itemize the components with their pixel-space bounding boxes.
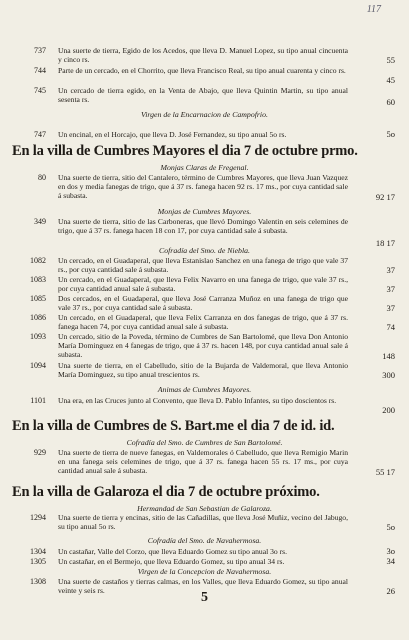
entry-amount: 200 — [382, 405, 395, 415]
entry-amount: 34 — [386, 556, 395, 566]
section-heading: En la villa de Galaroza el dia 7 de octubre próximo. — [12, 484, 320, 500]
entry-text: Dos cercados, en el Guadaperal, que lleva José Carranza Muñoz en una fanega de trigo que vale 37 rs., por cuya cantidad sale á subasta. — [58, 294, 348, 312]
entry-number: 1305 — [30, 557, 46, 566]
entry-number: 1294 — [30, 513, 46, 522]
entry-text: Un cercado, sitio de la Poveda, término de Cumbres de San Bartolomé, que lleva Don Antonio María Dominguez en 4 fanegas de trigo, que á 37 rs. hacen 148, por cuya cantidad anual sale á subasta. — [58, 332, 348, 359]
entry-text: Parte de un cercado, en el Chorrito, que lleva Francisco Real, su tipo anual cuarenta y cinco rs. — [58, 66, 346, 75]
section-subtitle: Monjas Claras de Fregenal. — [160, 163, 249, 172]
entry-number: 80 — [38, 173, 46, 182]
section-heading: En la villa de Cumbres Mayores el dia 7 de octubre prmo. — [12, 143, 358, 159]
entry-number: 1083 — [30, 275, 46, 284]
entry-text: Una suerte de castaños y tierras calmas, en los Valles, que lleva Eduardo Gomez, su tipo anual veinte y seis rs. — [58, 577, 348, 595]
entry-number: 1308 — [30, 577, 46, 586]
entry-amount: 5o — [386, 129, 395, 139]
entry-text: Un castañar, en el Bermejo, que lleva Eduardo Gomez, su tipo anual 34 rs. — [58, 557, 285, 566]
entry-number: 747 — [34, 130, 46, 139]
folio-number: 117 — [366, 4, 381, 15]
entry-amount: 60 — [386, 97, 395, 107]
entry-amount: 148 — [382, 351, 395, 361]
entry-number: 737 — [34, 46, 46, 55]
section-subtitle: Monjas de Cumbres Mayores. — [157, 207, 252, 216]
entry-text: Un cercado, en el Guadaperal, que lleva Estanislao Sanchez en una fanega de trigo que vale 37 rs., por cuya cantidad sale á subasta. — [58, 256, 348, 274]
entry-text: Una era, en las Cruces junto al Convento, que lleva D. Pablo Infantes, su tipo doscientos rs. — [58, 396, 337, 405]
section-subtitle: Hermandad de San Sebastian de Galaroza. — [137, 504, 272, 513]
entry-amount: 55 — [386, 55, 395, 65]
entry-amount: 45 — [386, 75, 395, 85]
entry-amount: 37 — [386, 265, 395, 275]
entry-amount: 92 17 — [375, 192, 395, 202]
entry-text: Un cercado de tierra egido, en la Venta de Abajo, que lleva Quintin Martin, su tipo anual sesenta rs. — [58, 86, 348, 104]
entry-number: 1086 — [30, 313, 46, 322]
entry-text: Una suerte de tierra, sitio de las Carboneras, que llevó Domingo Valentin en seis celemines de trigo, que á 37 rs. fanega hacen 18 con 17, por cuya cantidad sale á subasta. — [58, 217, 348, 235]
entry-amount: 5o — [386, 522, 395, 532]
entry-text: Una suerte de tierra, sitio del Cantalero, término de Cumbres Mayores, que lleva Juan Vazquez en dos y media fanegas de trigo, que á 37 rs. fanega hacen 92 rs. 17 ms., por cuya cantidad sale á subasta. — [58, 173, 348, 200]
entry-text: Una suerte de tierra y encinas, sitio de las Cañadillas, que lleva José Muñiz, vecino del Jabugo, su tipo anual 5o rs. — [58, 513, 348, 531]
section-subtitle: Cofradía del Smo. de Cumbres de San Bartolomé. — [126, 438, 283, 447]
section-subtitle: Cofradía del Smo. de Niebla. — [159, 246, 250, 255]
entry-number: 1085 — [30, 294, 46, 303]
entry-amount: 37 — [386, 284, 395, 294]
section-heading: En la villa de Cumbres de S. Bart.me el dia 7 de id. id. — [12, 418, 335, 434]
entry-number: 1082 — [30, 256, 46, 265]
entry-number: 745 — [34, 86, 46, 95]
entry-number: 1101 — [30, 396, 46, 405]
page-number: 5 — [201, 590, 208, 605]
entry-text: Un castañar, Valle del Corzo, que lleva Eduardo Gomez su tipo anual 3o rs. — [58, 547, 287, 556]
section-subtitle: Cofradía del Smo. de Navahermosa. — [147, 536, 262, 545]
entry-amount: 3o — [386, 546, 395, 556]
entry-amount: 300 — [382, 370, 395, 380]
entry-text: Un cercado, en el Guadaperal, que lleva Felix Navarro en una fanega de trigo, que vale 37 rs., por cuya cantidad anual sale á subasta. — [58, 275, 348, 293]
entry-amount: 18 17 — [375, 238, 395, 248]
entry-number: 349 — [34, 217, 46, 226]
entry-text: Una suerte de tierra de nueve fanegas, en Valdemorales ó Cabelludo, que lleva Remigio Marin en una fanega seis celemines de trigo, que á 37 rs. fanega hacen 55 rs. 17 ms., por cuya cantidad anual sale á subasta. — [58, 448, 348, 475]
entry-number: 744 — [34, 66, 46, 75]
entry-number: 929 — [34, 448, 46, 457]
entry-number: 1094 — [30, 361, 46, 370]
entry-text: Un cercado, en el Guadaperal, que lleva Felix Carranza en dos fanegas de trigo, que á 37 rs. fanega hacen 74, por cuya cantidad anual sale á subasta. — [58, 313, 348, 331]
entry-text: Un encinal, en el Horcajo, que lleva D. José Fernandez, su tipo anual 5o rs. — [58, 130, 287, 139]
entry-amount: 26 — [386, 586, 395, 596]
entry-amount: 55 17 — [375, 467, 395, 477]
section-subtitle: Virgen de la Encarnacion de Campofrio. — [141, 110, 268, 119]
entry-number: 1093 — [30, 332, 46, 341]
entry-number: 1304 — [30, 547, 46, 556]
entry-text: Una suerte de tierra, Egido de los Acedos, que lleva D. Manuel Lopez, su tipo anual cincuenta y cinco rs. — [58, 46, 348, 64]
section-subtitle: Animas de Cumbres Mayores. — [157, 385, 252, 394]
entry-amount: 74 — [386, 322, 395, 332]
entry-text: Una suerte de tierra, en el Cabelludo, sitio de la Bujarda de Valdemoral, que lleva Antonio María Dominguez, su tipo anual trescientos rs. — [58, 361, 348, 379]
section-subtitle: Virgen de la Concepcion de Navahermosa. — [137, 567, 272, 576]
entry-amount: 37 — [386, 303, 395, 313]
